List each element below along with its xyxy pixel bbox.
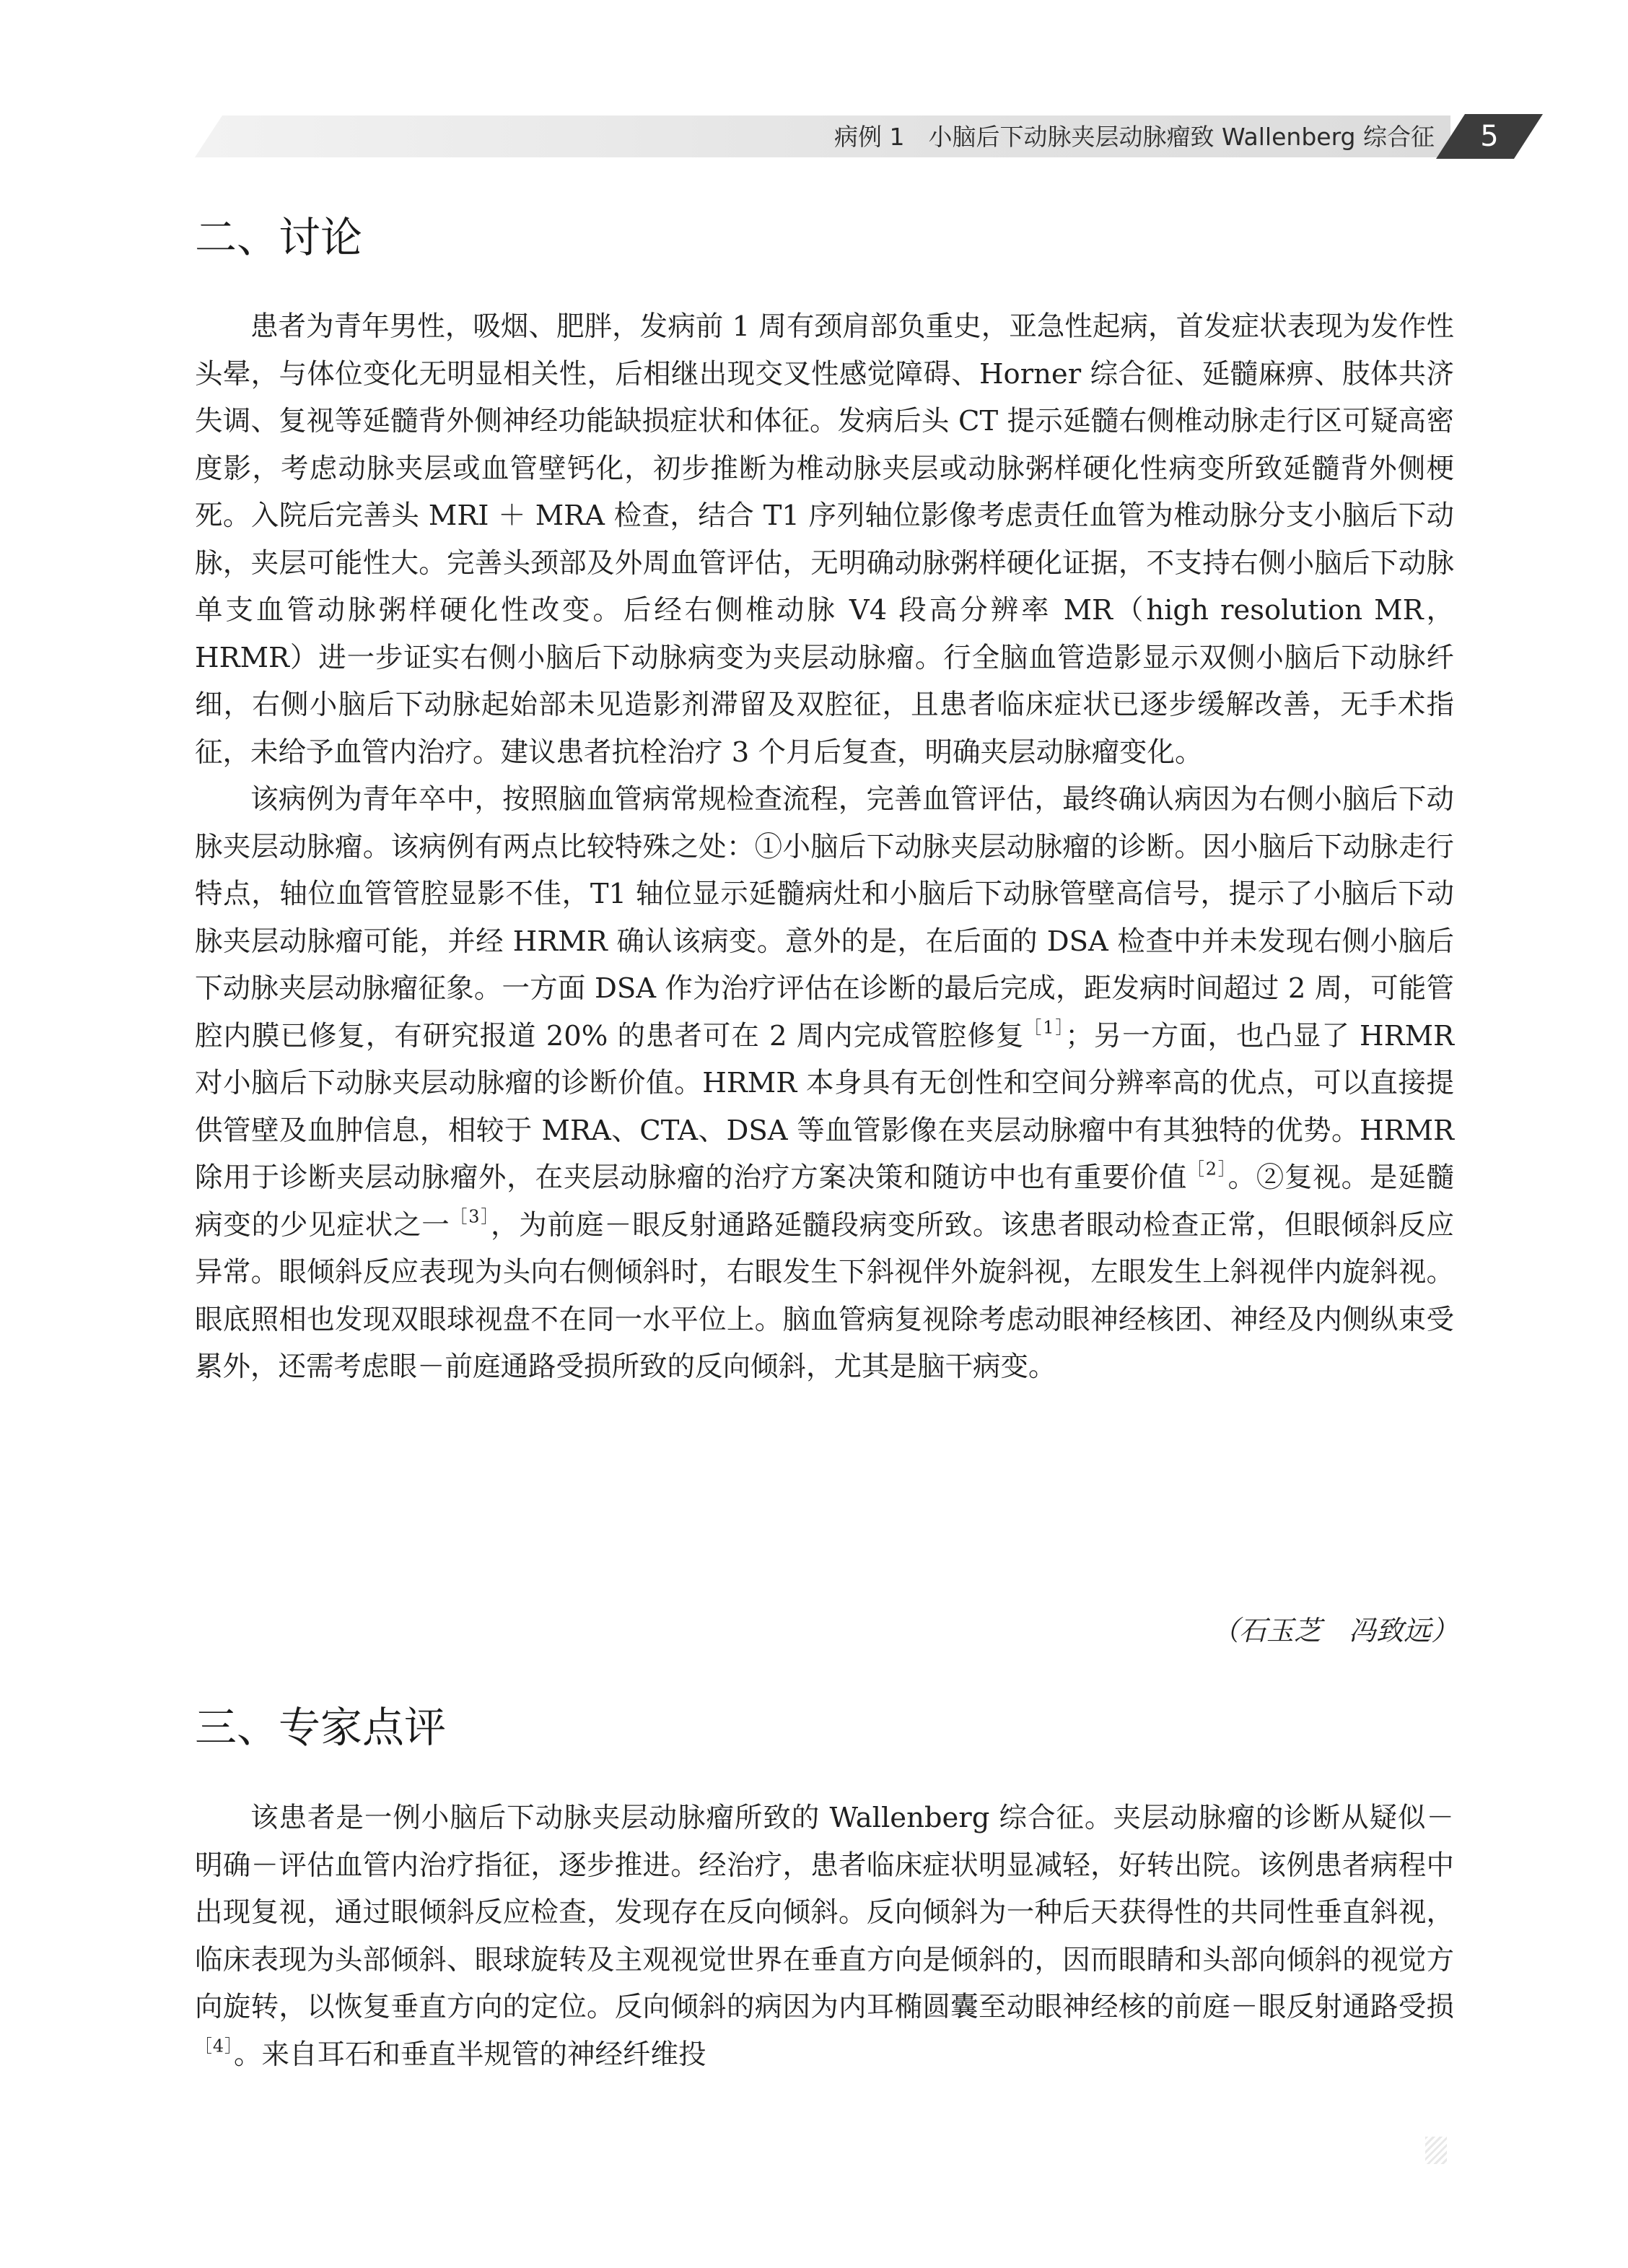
paragraph-text: 该病例为青年卒中，按照脑血管病常规检查流程，完善血管评估，最终确认病因为右侧小脑后下动脉夹层动脉瘤。该病例有两点比较特殊之处：①小脑后下动脉夹层动脉瘤的诊断。因小脑后下动脉走行特点，轴位血管管腔显影不佳，T1 轴位显示延髓病灶和小脑后下动脉管壁高信号，提示了小脑后下动脉夹层动脉瘤可能，并经 HRMR 确认该病变。意外的是，在后面的 DSA 检查中并未发现右侧小脑后下动脉夹层动脉瘤征象。一方面 DSA 作为治疗评估在诊断的最后完成，距发病时间超过 2 周，可能管腔内膜已修复，有研究报道 20% 的患者可在 2 周内完成管腔修复 (195, 783, 1454, 1052)
citation-ref-3[interactable]: ［3］ (450, 1205, 491, 1226)
expert-review-paragraph-1 (195, 1794, 1454, 2078)
discussion-paragraph-1: 患者为青年男性，吸烟、肥胖，发病前 1 周有颈肩部负重史，亚急性起病，首发症状表现为发作性头晕，与体位变化无明显相关性，后相继出现交叉性感觉障碍、Horner 综合征、延髓麻痹、肢体共济失调、复视等延髓背外侧神经功能缺损症状和体征。发病后头 CT 提示延髓右侧椎动脉走行区可疑高密度影，考虑动脉夹层或血管壁钙化，初步推断为椎动脉夹层或动脉粥样硬化性病变所致延髓背外侧梗死。入院后完善头 MRI ＋ MRA 检查，结合 T1 序列轴位影像考虑责任血管为椎动脉分支小脑后下动脉，夹层可能性大。完善头颈部及外周血管评估，无明确动脉粥样硬化证据，不支持右侧小脑后下动脉单支血管动脉粥样硬化性改变。后经右侧椎动脉 V4 段高分辨率 MR（high resolution MR，HRMR）进一步证实右侧小脑后下动脉病变为夹层动脉瘤。行全脑血管造影显示双侧小脑后下动脉纤细，右侧小脑后下动脉起始部未见造影剂滞留及双腔征，且患者临床症状已逐步缓解改善，无手术指征，未给予血管内治疗。建议患者抗栓治疗 3 个月后复查，明确夹层动脉瘤变化。 (195, 310, 1454, 769)
page-number: 5 (1480, 120, 1499, 153)
section-heading-discussion: 二、讨论 (195, 213, 363, 262)
running-head: 病例 1 小脑后下动脉夹层动脉瘤致 Wallenberg 综合征 (834, 123, 1435, 151)
paragraph-text: ；另一方面，也凸显了 HRMR 对小脑后下动脉夹层动脉瘤的诊断价值。HRMR 本身具有无创性和空间分辨率高的优点，可以直接提供管壁及血肿信息，相较于 MRA、CTA、DSA 等血管影像在夹层动脉瘤中有其独特的优势。HRMR 除用于诊断夹层动脉瘤外，在夹层动脉瘤的治疗方案决策和随访中也有重要价值 (195, 1019, 1454, 1194)
expert-review-body (195, 1794, 1454, 2078)
paragraph-text: 。来自耳石和垂直半规管的神经纤维投 (233, 2038, 706, 2071)
paragraph-text: 。②复视。是延髓病变的少见症状之一 (195, 1161, 1454, 1242)
citation-ref-1[interactable]: ［1］ (1024, 1016, 1066, 1037)
author-signature: （石玉芝 冯致远） (1211, 1615, 1458, 1647)
paragraph-text: 该患者是一例小脑后下动脉夹层动脉瘤所致的 Wallenberg 综合征。夹层动脉瘤的诊断从疑似－明确－评估血管内治疗指征，逐步推进。经治疗，患者临床症状明显减轻，好转出院。该例患者病程中出现复视，通过眼倾斜反应检查，发现存在反向倾斜。反向倾斜为一种后天获得性的共同性垂直斜视，临床表现为头部倾斜、眼球旋转及主观视觉世界在垂直方向是倾斜的，因而眼睛和头部向倾斜的视觉方向旋转，以恢复垂直方向的定位。反向倾斜的病因为内耳椭圆囊至动眼神经核的前庭－眼反射通路受损 (195, 1802, 1454, 2023)
citation-ref-4[interactable]: ［4］ (195, 2035, 234, 2056)
paragraph-text: ，为前庭－眼反射通路延髓段病变所致。该患者眼动检查正常，但眼倾斜反应异常。眼倾斜反应表现为头向右侧倾斜时，右眼发生下斜视伴外旋斜视，左眼发生上斜视伴内旋斜视。眼底照相也发现双眼球视盘不在同一水平位上。脑血管病复视除考虑动眼神经核团、神经及内侧纵束受累外，还需考虑眼－前庭通路受损所致的反向倾斜，尤其是脑干病变。 (195, 1208, 1454, 1383)
section-heading-expert-review: 三、专家点评 (195, 1703, 447, 1752)
discussion-body (195, 303, 1454, 1391)
page-corner-mark (1425, 2137, 1447, 2164)
discussion-paragraph-2 (195, 776, 1454, 1391)
citation-ref-2[interactable]: ［2］ (1187, 1159, 1228, 1179)
